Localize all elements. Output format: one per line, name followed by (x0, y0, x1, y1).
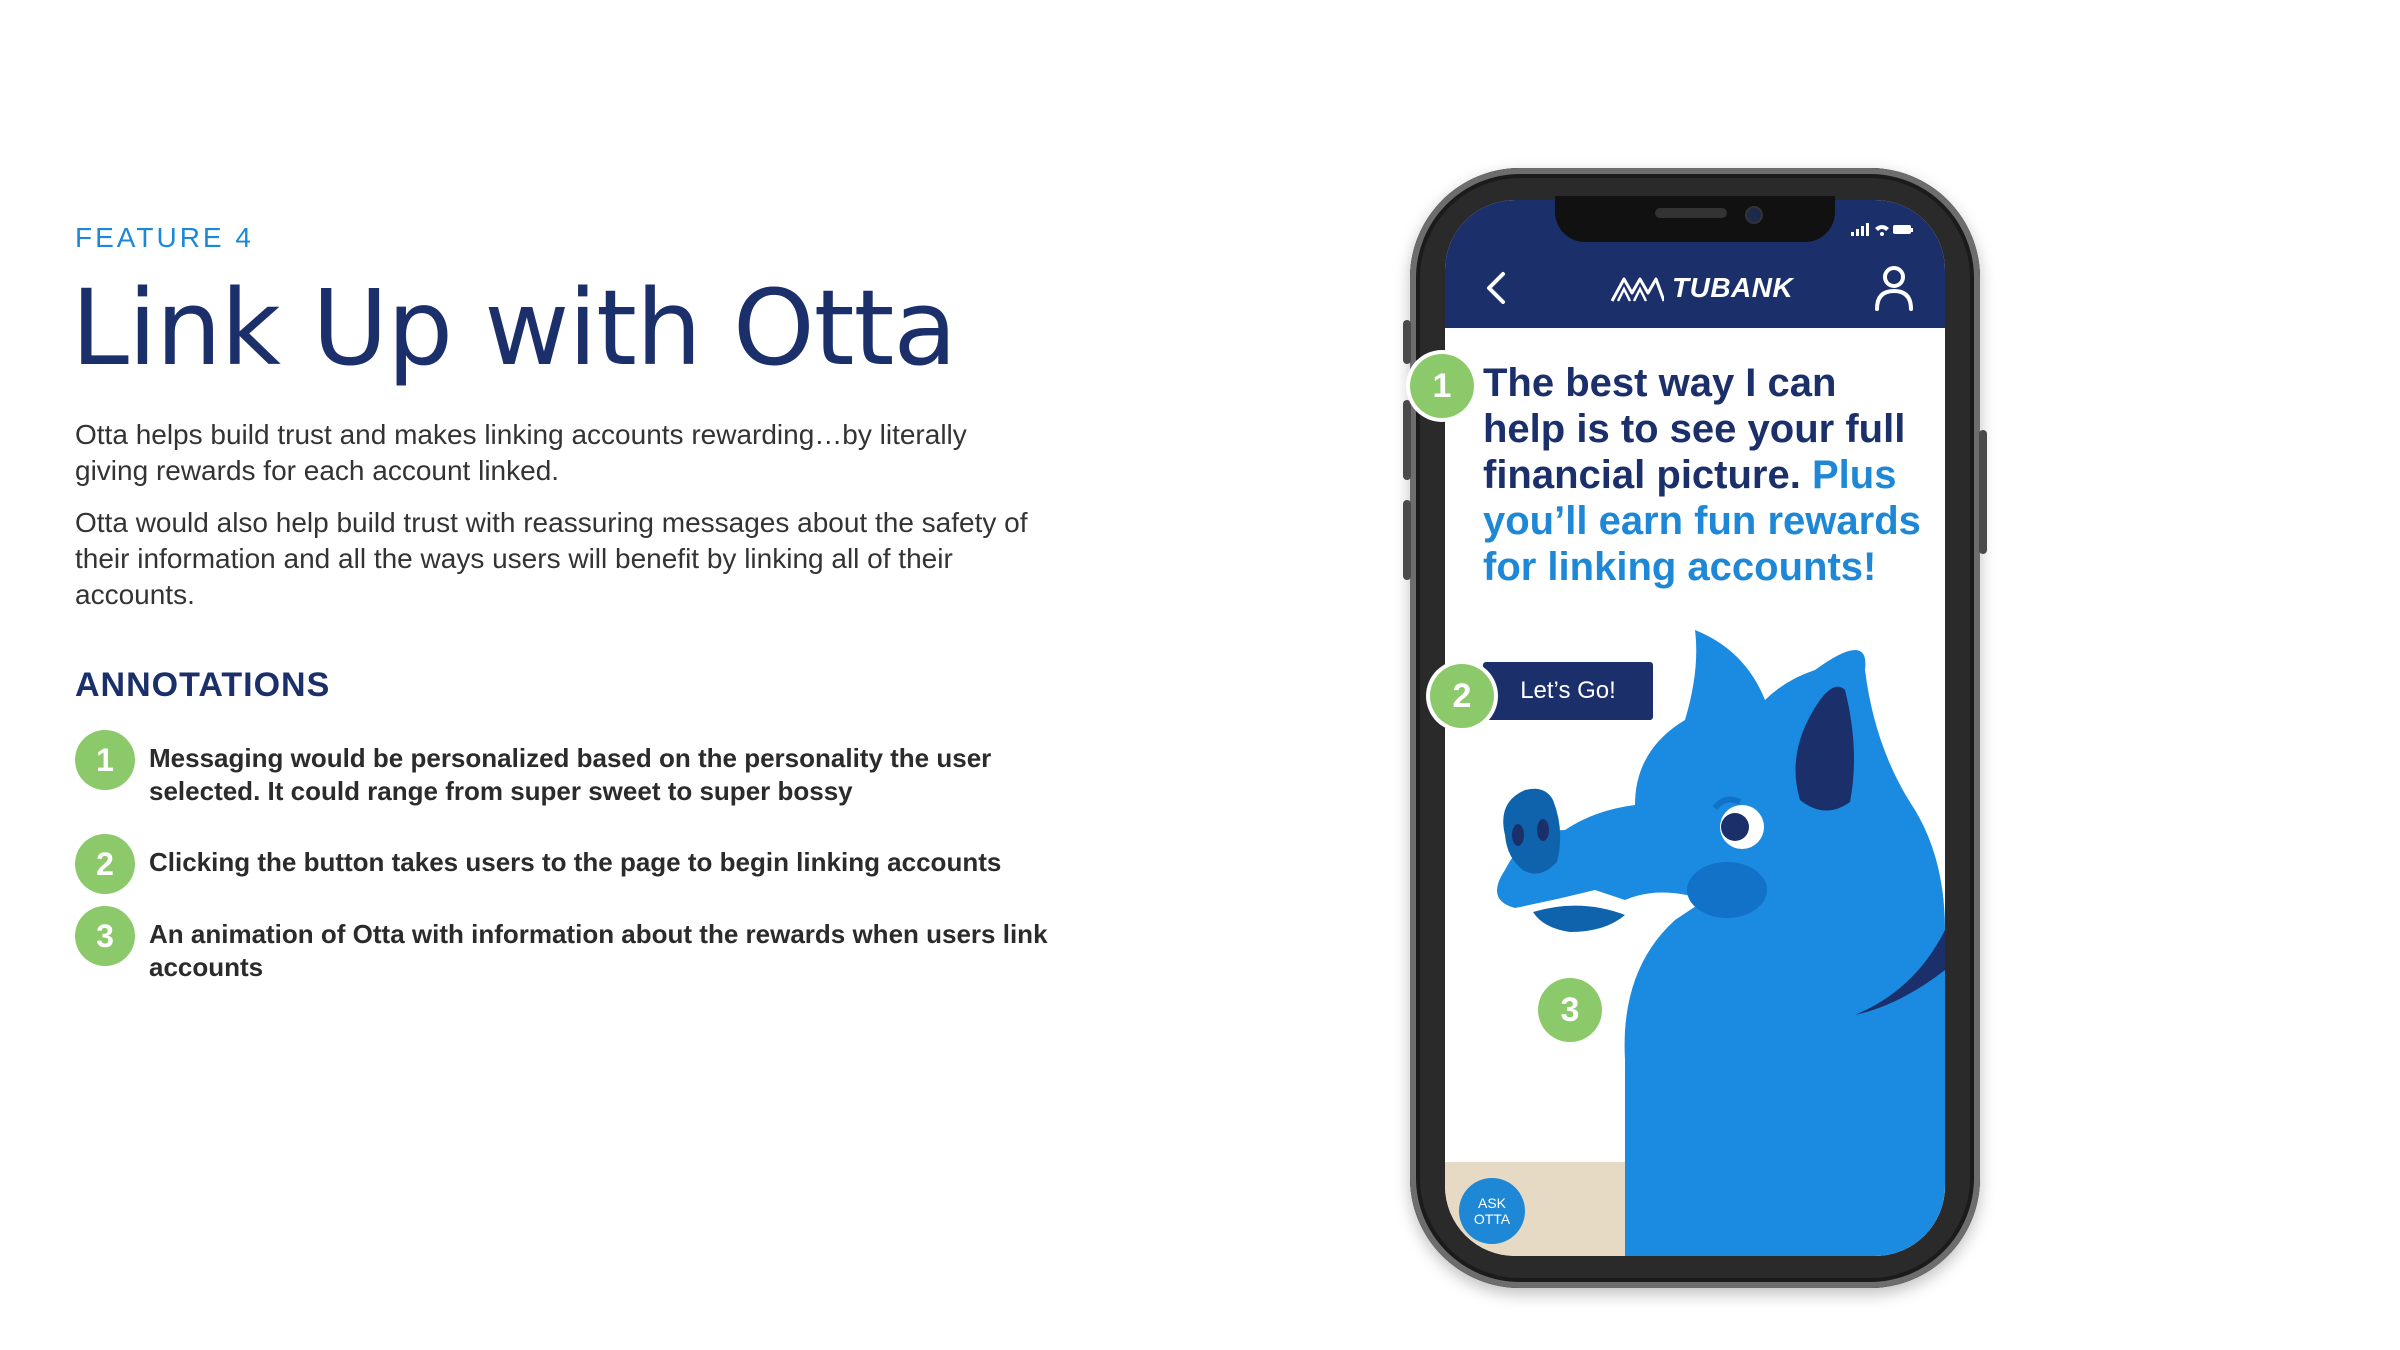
message-primary: The best way I can help is to see your full financial picture. (1483, 361, 1906, 497)
lets-go-button[interactable]: Let’s Go! (1483, 662, 1653, 720)
status-bar (1851, 222, 1915, 241)
feature-label: FEATURE 4 (75, 222, 254, 253)
profile-button[interactable] (1873, 263, 1915, 313)
phone-side-button (1403, 320, 1411, 364)
otta-message (1483, 360, 1923, 590)
annotation-text: An animation of Otta with information about the rewards when users link accounts (149, 919, 1048, 982)
annotation-marker-3: 3 (1538, 978, 1602, 1042)
camera-icon (1745, 206, 1763, 224)
annotation-text: Messaging would be personalized based on the personality the user selected. It could range from super sweet to super bossy (149, 743, 992, 806)
user-icon (1873, 263, 1915, 313)
signal-wifi-battery-icon (1851, 222, 1915, 238)
intro-paragraph-1: Otta helps build trust and makes linking accounts rewarding…by literally giving rewards for each account linked. (75, 419, 967, 486)
tubank-logo-icon (1610, 273, 1664, 303)
otta-pig-illustration (1445, 630, 1945, 1256)
brand (1610, 268, 1793, 308)
phone-side-button (1403, 500, 1411, 580)
phone-speaker (1655, 208, 1727, 218)
ask-otta-button[interactable] (1459, 1178, 1525, 1244)
annotation-marker-1: 1 (1410, 354, 1474, 418)
annotation-marker-2: 2 (1430, 664, 1494, 728)
brand-name: TUBANK (1672, 272, 1794, 303)
annotation-number: 3 (75, 906, 135, 966)
annotation-number: 2 (75, 834, 135, 894)
page-title: Link Up with Otta (71, 267, 957, 389)
message-rewards: Plus you’ll earn fun rewards for linking accounts! (1483, 453, 1921, 589)
annotations-heading: ANNOTATIONS (75, 666, 331, 704)
back-button[interactable] (1481, 268, 1511, 308)
ask-otta-label-1: ASK (1477, 1195, 1506, 1211)
phone-notch (1555, 196, 1835, 242)
phone-screen (1445, 200, 1945, 1256)
ask-otta-label-2: OTTA (1473, 1211, 1511, 1227)
annotation-text: Clicking the button takes users to the page to begin linking accounts (149, 847, 1002, 877)
intro-paragraph-2: Otta would also help build trust with reassuring messages about the safety of their information and all the ways users will benefit by linking all of their accounts. (75, 507, 1028, 610)
annotation-number: 1 (75, 730, 135, 790)
phone-side-button (1403, 400, 1411, 480)
chevron-left-icon (1481, 268, 1511, 308)
phone-side-button (1979, 430, 1987, 554)
